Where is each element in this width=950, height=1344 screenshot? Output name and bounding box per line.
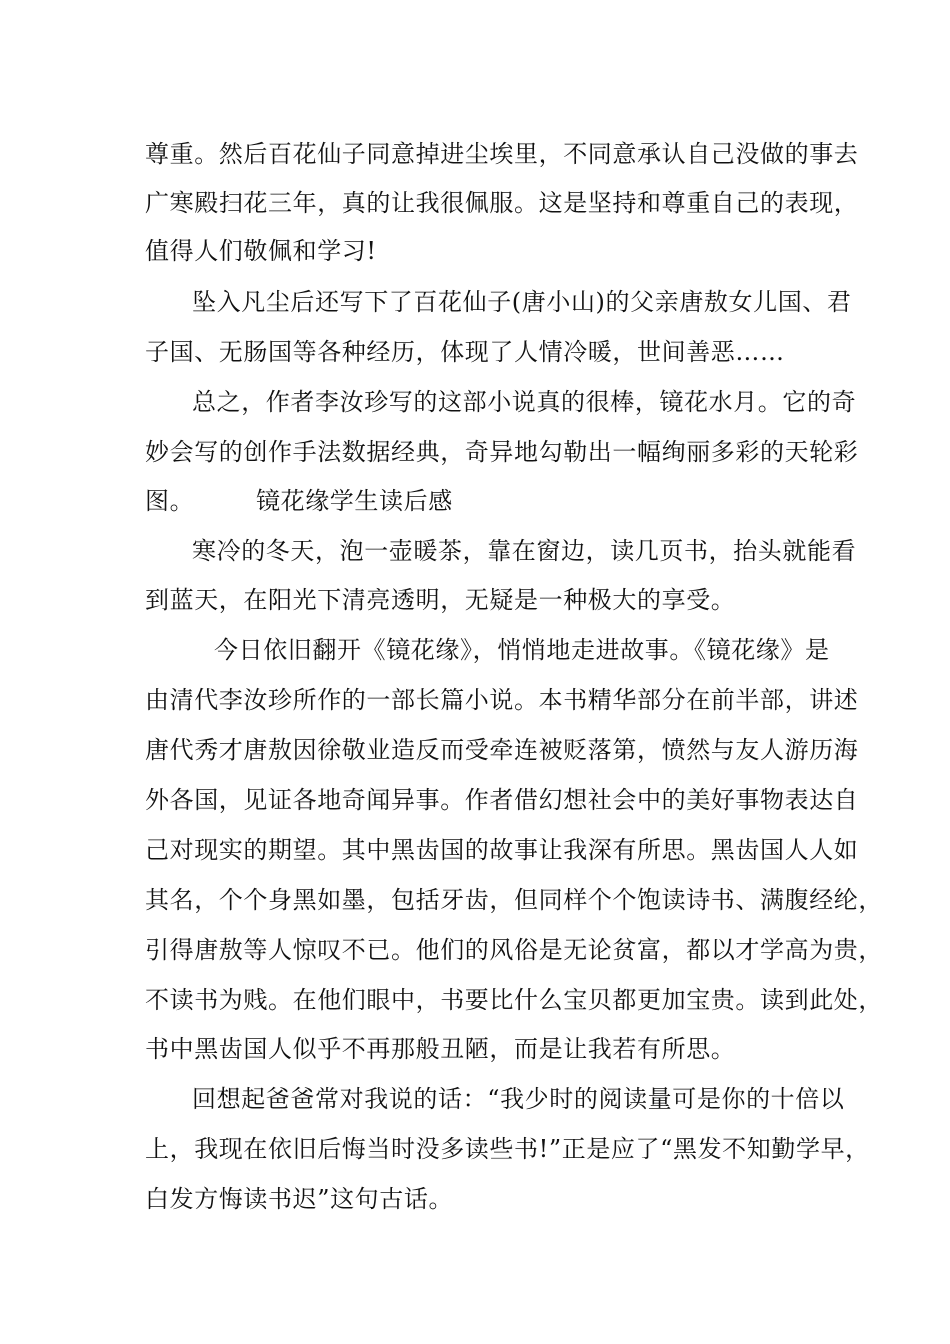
text-line: 图。 镜花缘学生读后感 — [145, 487, 453, 515]
text-line: 坠入凡尘后还写下了百花仙子(唐小山)的父亲唐敖女儿国、君 — [192, 288, 852, 316]
text-line: 引得唐敖等人惊叹不已。他们的风俗是无论贫富，都以才学高为贵， — [145, 936, 883, 964]
text-line: 唐代秀才唐敖因徐敬业造反而受牵连被贬落第，愤然与友人游历海 — [145, 736, 859, 764]
text-line: 回想起爸爸常对我说的话：“我少时的阅读量可是你的十倍以 — [192, 1085, 845, 1113]
text-line: 外各国，见证各地奇闻异事。作者借幻想社会中的美好事物表达自 — [145, 786, 859, 814]
text-line: 总之，作者李汝珍写的这部小说真的很棒，镜花水月。它的奇 — [192, 388, 857, 416]
text-line: 今日依旧翻开《镜花缘》，悄悄地走进故事。《镜花缘》是 — [214, 636, 830, 664]
text-line: 到蓝天，在阳光下清亮透明，无疑是一种极大的享受。 — [145, 586, 736, 614]
text-line: 值得人们敬佩和学习! — [145, 237, 377, 265]
text-line: 子国、无肠国等各种经历，体现了人情冷暖，世间善恶…… — [145, 338, 785, 366]
text-line: 上，我现在依旧后悔当时没多读些书!”正是应了“黑发不知勤学早， — [145, 1135, 870, 1163]
text-line: 由清代李汝珍所作的一部长篇小说。本书精华部分在前半部，讲述 — [145, 686, 859, 714]
text-line: 其名，个个身黑如墨，包括牙齿，但同样个个饱读诗书、满腹经纶， — [145, 886, 883, 914]
text-line: 不读书为贱。在他们眼中，书要比什么宝贝都更加宝贵。读到此处， — [145, 986, 883, 1014]
text-line: 尊重。然后百花仙子同意掉进尘埃里，不同意承认自己没做的事去 — [145, 140, 859, 168]
text-line: 妙会写的创作手法数据经典，奇异地勾勒出一幅绚丽多彩的天轮彩 — [145, 438, 859, 466]
text-line: 己对现实的期望。其中黑齿国的故事让我深有所思。黑齿国人人如 — [145, 836, 859, 864]
text-line: 白发方悔读书迟”这句古话。 — [145, 1185, 454, 1213]
text-line: 书中黑齿国人似乎不再那般丑陋，而是让我若有所思。 — [145, 1035, 736, 1063]
text-line: 广寒殿扫花三年，真的让我很佩服。这是坚持和尊重自己的表现， — [145, 189, 859, 217]
text-line: 寒冷的冬天，泡一壶暖茶，靠在窗边，读几页书，抬头就能看 — [192, 537, 857, 565]
